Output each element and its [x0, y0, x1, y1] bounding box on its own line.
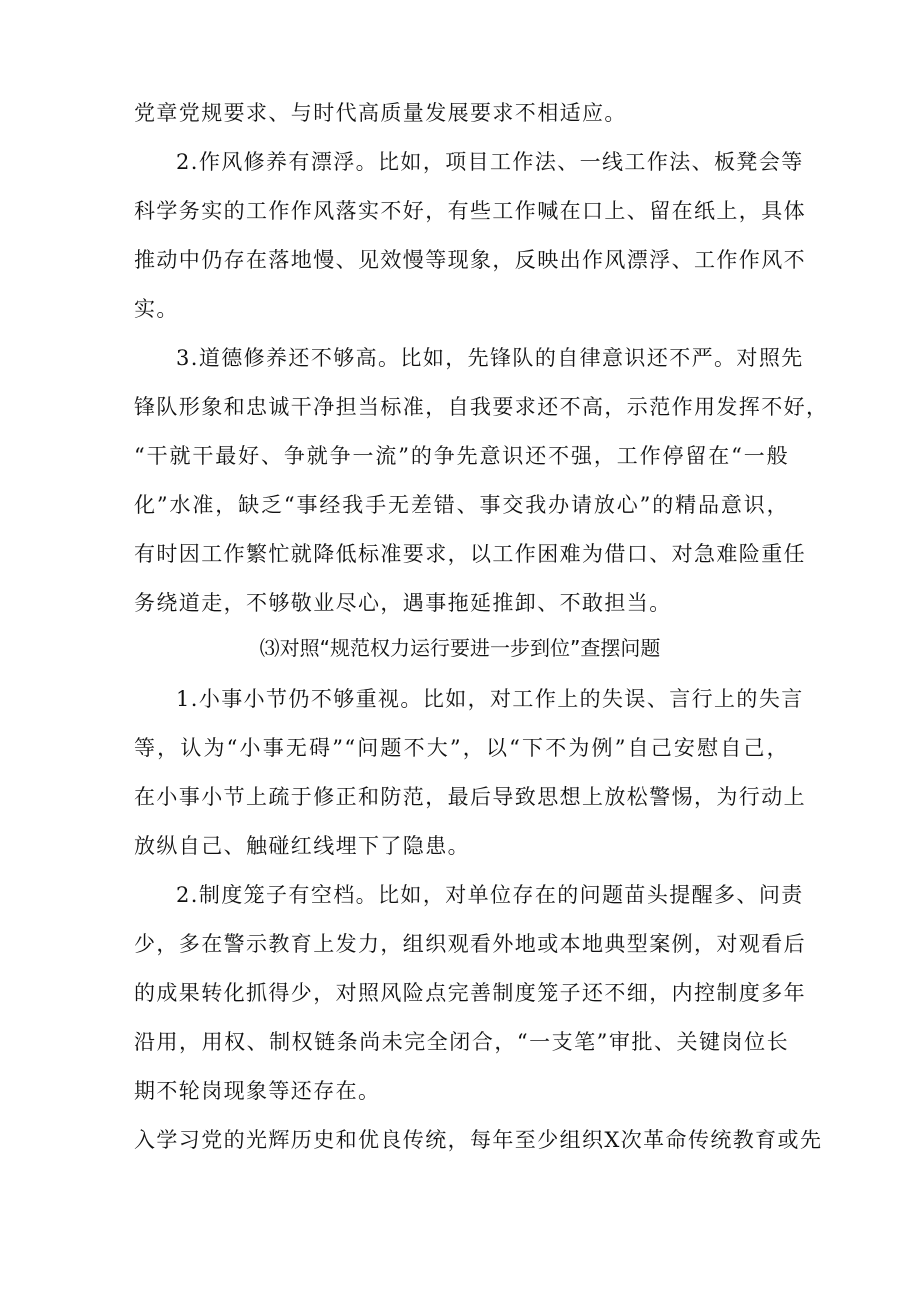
- paragraph-line: 入学习党的光辉历史和优良传统，每年至少组织X次革命传统教育或先: [134, 1128, 823, 1152]
- paragraph-line: 1.小事小节仍不够重视。比如，对工作上的失误、言行上的失言: [176, 687, 804, 711]
- paragraph-line: 实。: [134, 297, 179, 321]
- paragraph-line: 期不轮岗现象等还存在。: [134, 1079, 381, 1103]
- paragraph-line: “干就干最好、争就争一流”的争先意识还不强，工作停留在“一般: [134, 444, 789, 468]
- paragraph-line: 等，认为“小事无碍”“问题不大”，以“下不为例”自己安慰自己，: [134, 736, 789, 760]
- paragraph-line: 的成果转化抓得少，对照风险点完善制度笼子还不细，内控制度多年: [134, 981, 806, 1005]
- paragraph-line: 2.制度笼子有空档。比如，对单位存在的问题苗头提醒多、问责: [176, 883, 804, 907]
- paragraph-line: 科学务实的工作作风落实不好，有些工作喊在口上、留在纸上，具体: [134, 199, 806, 223]
- paragraph-line: 党章党规要求、与时代高质量发展要求不相适应。: [134, 101, 627, 125]
- paragraph-line: 推动中仍存在落地慢、见效慢等现象，反映出作风漂浮、工作作风不: [134, 248, 806, 272]
- paragraph-line: 务绕道走，不够敬业尽心，遇事拖延推卸、不敢担当。: [134, 591, 672, 615]
- section-heading: ⑶对照“规范权力运行要进一步到位”查摆问题: [259, 636, 661, 660]
- paragraph-line: 少，多在警示教育上发力，组织观看外地或本地典型案例，对观看后: [134, 932, 806, 956]
- paragraph-line: 化”水准，缺乏“事经我手无差错、事交我办请放心”的精品意识，: [134, 493, 789, 517]
- paragraph-line: 2.作风修养有漂浮。比如，项目工作法、一线工作法、板凳会等: [176, 150, 804, 174]
- paragraph-line: 在小事小节上疏于修正和防范，最后导致思想上放松警惕，为行动上: [134, 785, 806, 809]
- paragraph-line: 有时因工作繁忙就降低标准要求，以工作困难为借口、对急难险重任: [134, 542, 806, 566]
- paragraph-line: 沿用，用权、制权链条尚未完全闭合，“一支笔”审批、关键岗位长: [134, 1030, 789, 1054]
- paragraph-line: 放纵自己、触碰红线埋下了隐患。: [134, 834, 470, 858]
- paragraph-line: 锋队形象和忠诚干净担当标准，自我要求还不高，示范作用发挥不好，: [134, 395, 829, 419]
- paragraph-line: 3.道德修养还不够高。比如，先锋队的自律意识还不严。对照先: [176, 346, 804, 370]
